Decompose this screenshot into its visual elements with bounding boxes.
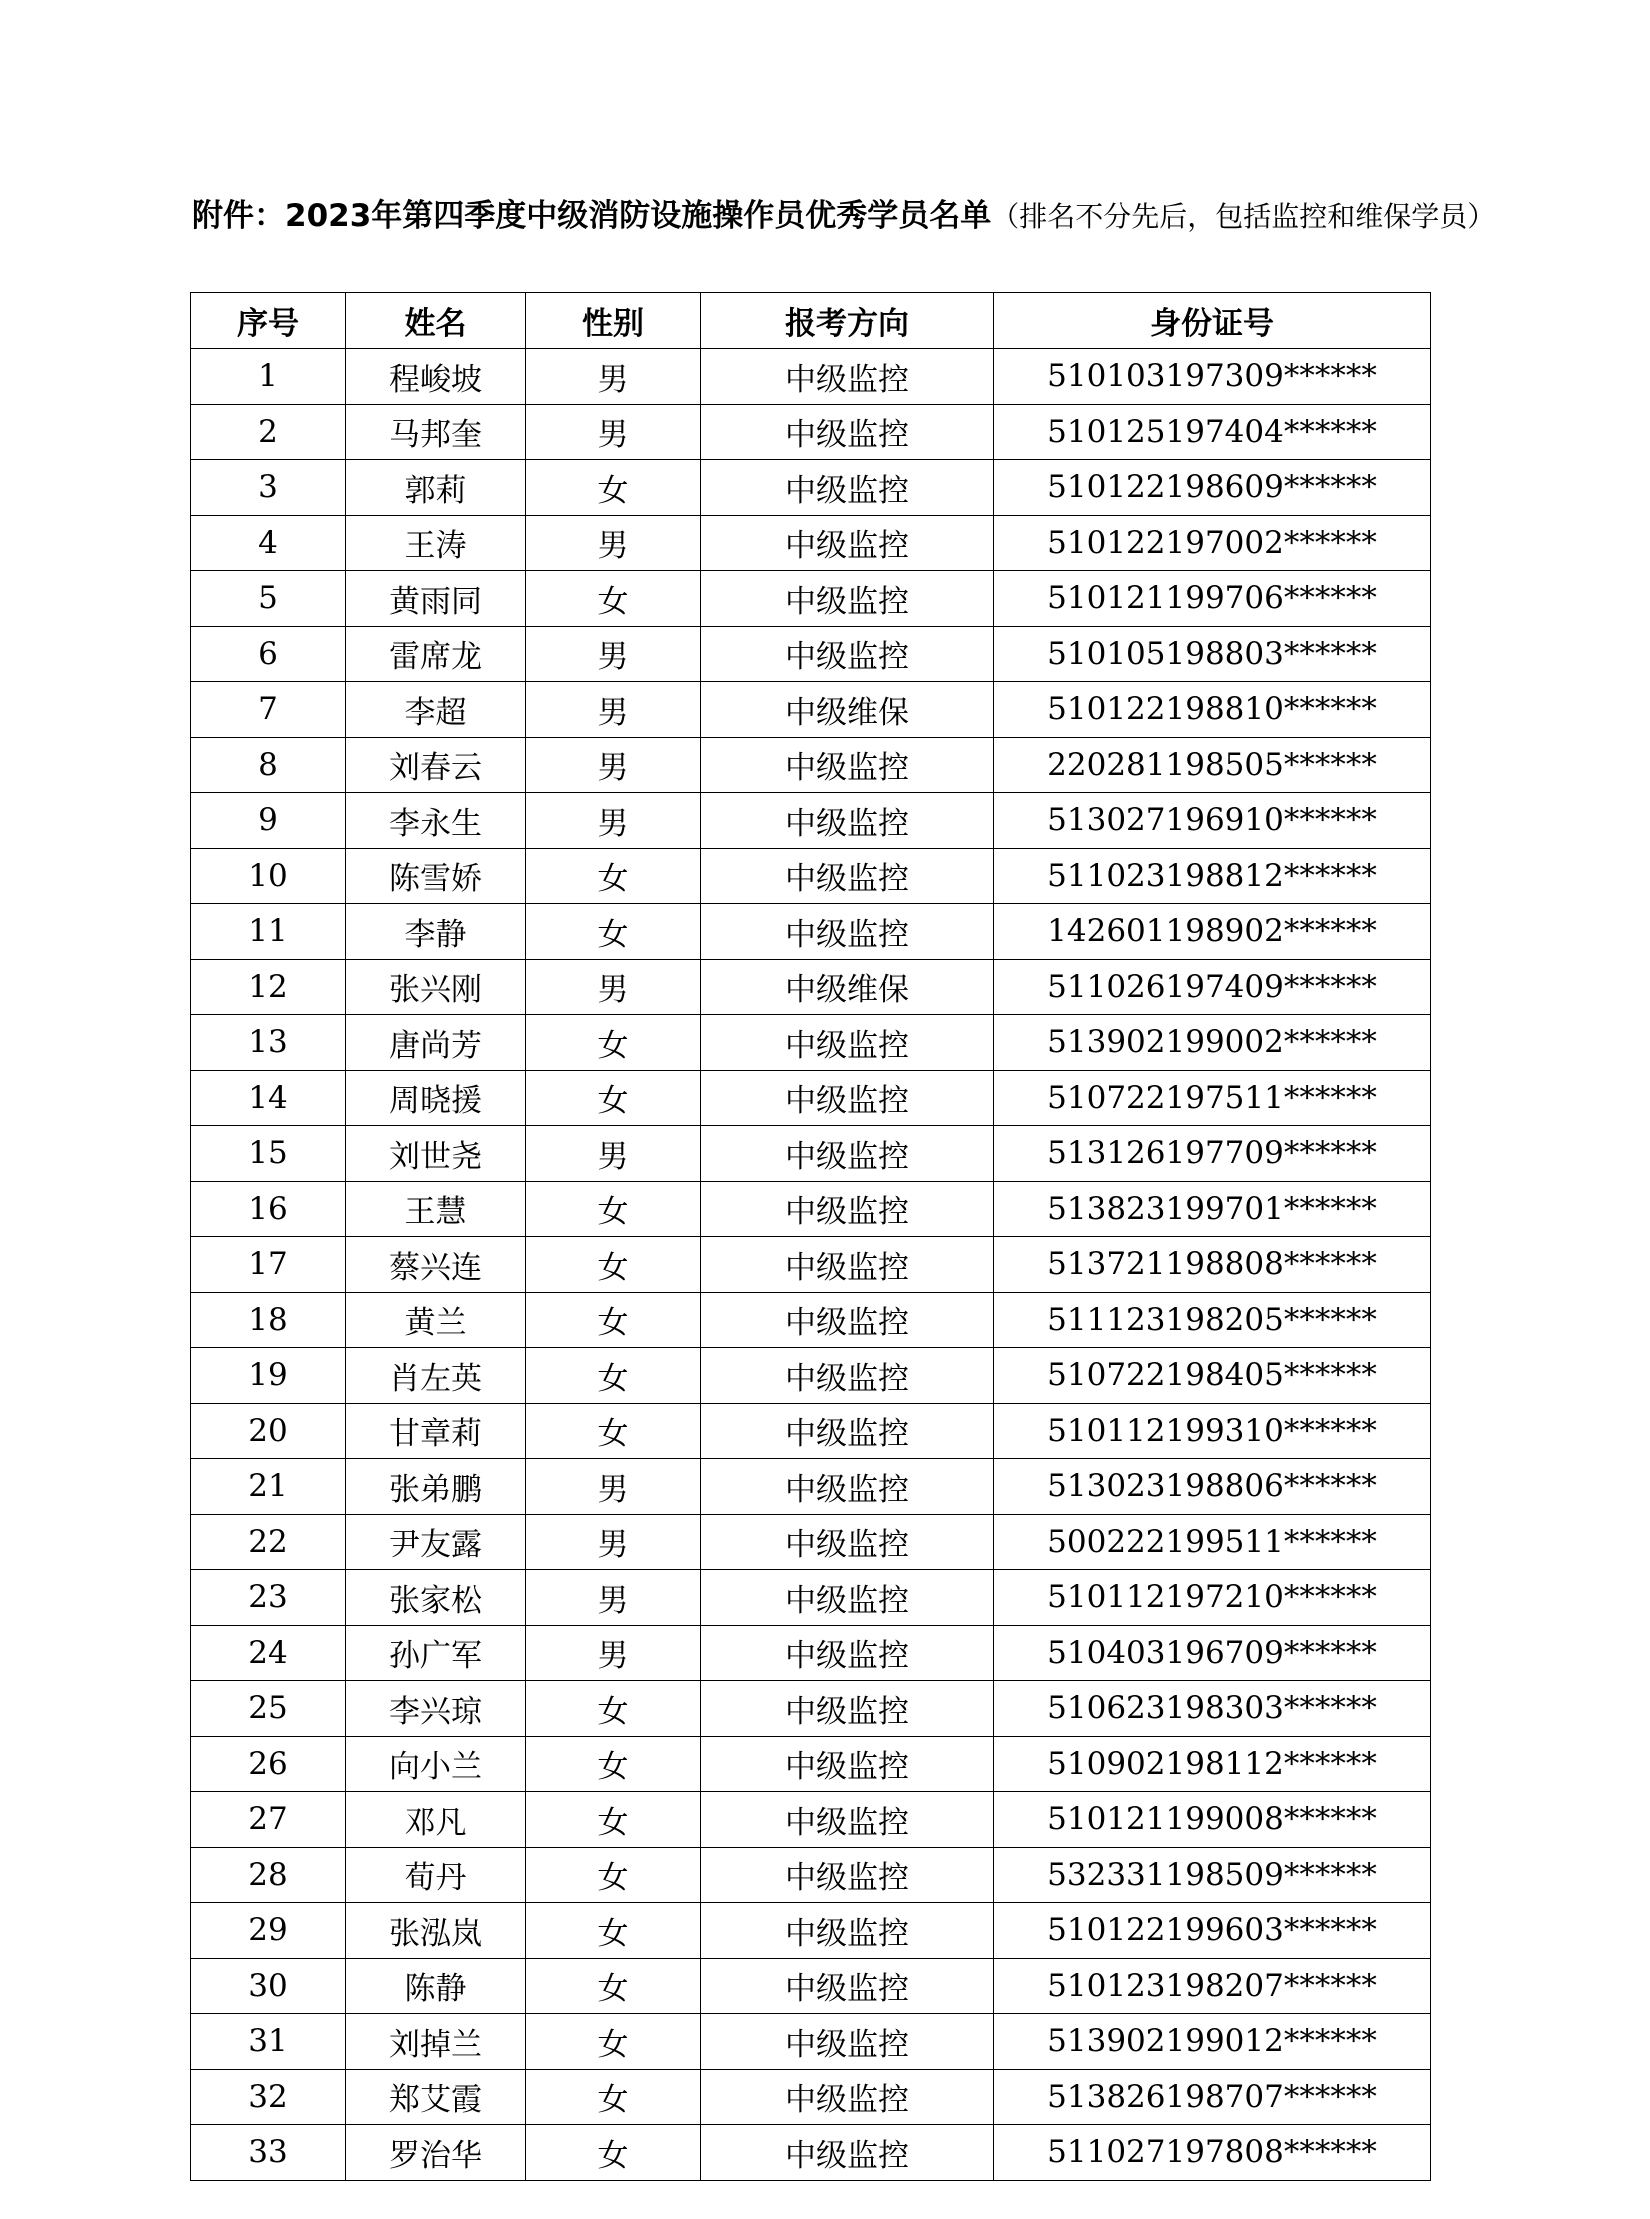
table-row	[191, 1070, 1431, 1126]
cell-name: 黄雨同	[346, 571, 526, 627]
cell-index: 23	[191, 1570, 346, 1626]
table-row	[191, 460, 1431, 516]
table-row	[191, 1736, 1431, 1792]
table-row	[191, 2125, 1431, 2181]
cell-name: 刘春云	[346, 737, 526, 793]
cell-index: 17	[191, 1237, 346, 1293]
cell-direction: 中级监控	[701, 1348, 994, 1404]
cell-index: 21	[191, 1459, 346, 1515]
cell-gender: 女	[526, 1681, 701, 1737]
cell-name: 张弟鹏	[346, 1459, 526, 1515]
table-row	[191, 1570, 1431, 1626]
cell-index: 30	[191, 1958, 346, 2014]
cell-id-number: 510902198112******	[994, 1736, 1431, 1792]
table-row	[191, 1459, 1431, 1515]
cell-direction: 中级监控	[701, 349, 994, 405]
cell-direction: 中级监控	[701, 1403, 994, 1459]
cell-direction: 中级监控	[701, 1736, 994, 1792]
cell-id-number: 510722198405******	[994, 1348, 1431, 1404]
table-row	[191, 1126, 1431, 1182]
cell-id-number: 510112197210******	[994, 1570, 1431, 1626]
cell-direction: 中级监控	[701, 1181, 994, 1237]
cell-direction: 中级监控	[701, 737, 994, 793]
cell-direction: 中级监控	[701, 571, 994, 627]
cell-index: 24	[191, 1625, 346, 1681]
cell-index: 16	[191, 1181, 346, 1237]
table-row	[191, 1903, 1431, 1959]
cell-gender: 女	[526, 1181, 701, 1237]
cell-name: 程峻坡	[346, 349, 526, 405]
table-row	[191, 904, 1431, 960]
cell-name: 马邦奎	[346, 404, 526, 460]
table-row	[191, 848, 1431, 904]
student-roster-table	[190, 292, 1431, 2181]
cell-id-number: 510122197002******	[994, 515, 1431, 571]
cell-name: 张泓岚	[346, 1903, 526, 1959]
cell-name: 王涛	[346, 515, 526, 571]
cell-gender: 女	[526, 571, 701, 627]
cell-id-number: 510123198207******	[994, 1958, 1431, 2014]
cell-index: 32	[191, 2069, 346, 2125]
cell-index: 13	[191, 1015, 346, 1071]
cell-direction: 中级监控	[701, 904, 994, 960]
cell-id-number: 513023198806******	[994, 1459, 1431, 1515]
cell-name: 向小兰	[346, 1736, 526, 1792]
cell-direction: 中级监控	[701, 1625, 994, 1681]
table-row	[191, 1514, 1431, 1570]
cell-name: 张家松	[346, 1570, 526, 1626]
cell-direction: 中级监控	[701, 626, 994, 682]
table-row	[191, 1681, 1431, 1737]
cell-id-number: 511023198812******	[994, 848, 1431, 904]
title-main: 附件：2023年第四季度中级消防设施操作员优秀学员名单	[192, 198, 992, 234]
table-row	[191, 571, 1431, 627]
cell-gender: 男	[526, 349, 701, 405]
cell-gender: 男	[526, 1514, 701, 1570]
cell-gender: 男	[526, 793, 701, 849]
cell-name: 雷席龙	[346, 626, 526, 682]
cell-gender: 女	[526, 2014, 701, 2070]
table-row	[191, 1292, 1431, 1348]
header-index: 序号	[191, 293, 346, 349]
cell-index: 18	[191, 1292, 346, 1348]
cell-id-number: 510722197511******	[994, 1070, 1431, 1126]
cell-name: 蔡兴连	[346, 1237, 526, 1293]
cell-gender: 女	[526, 848, 701, 904]
cell-name: 李静	[346, 904, 526, 960]
cell-index: 10	[191, 848, 346, 904]
cell-direction: 中级监控	[701, 1903, 994, 1959]
cell-index: 12	[191, 959, 346, 1015]
cell-direction: 中级监控	[701, 793, 994, 849]
cell-index: 26	[191, 1736, 346, 1792]
table-row	[191, 349, 1431, 405]
table-row	[191, 404, 1431, 460]
header-name: 姓名	[346, 293, 526, 349]
cell-name: 邓凡	[346, 1792, 526, 1848]
cell-direction: 中级监控	[701, 1958, 994, 2014]
table-row	[191, 1348, 1431, 1404]
cell-id-number: 513126197709******	[994, 1126, 1431, 1182]
cell-id-number: 513027196910******	[994, 793, 1431, 849]
cell-index: 31	[191, 2014, 346, 2070]
table-row	[191, 1792, 1431, 1848]
table-row	[191, 959, 1431, 1015]
cell-name: 甘章莉	[346, 1403, 526, 1459]
cell-direction: 中级监控	[701, 404, 994, 460]
cell-id-number: 510122198609******	[994, 460, 1431, 516]
cell-index: 28	[191, 1847, 346, 1903]
cell-direction: 中级监控	[701, 1681, 994, 1737]
cell-id-number: 511026197409******	[994, 959, 1431, 1015]
cell-direction: 中级监控	[701, 1570, 994, 1626]
cell-gender: 女	[526, 904, 701, 960]
cell-name: 陈雪娇	[346, 848, 526, 904]
cell-gender: 女	[526, 1903, 701, 1959]
cell-id-number: 513823199701******	[994, 1181, 1431, 1237]
table-row	[191, 1625, 1431, 1681]
cell-direction: 中级维保	[701, 959, 994, 1015]
cell-id-number: 510121199706******	[994, 571, 1431, 627]
cell-id-number: 510122199603******	[994, 1903, 1431, 1959]
cell-direction: 中级监控	[701, 460, 994, 516]
cell-name: 郭莉	[346, 460, 526, 516]
cell-id-number: 510105198803******	[994, 626, 1431, 682]
cell-id-number: 220281198505******	[994, 737, 1431, 793]
cell-index: 6	[191, 626, 346, 682]
cell-index: 14	[191, 1070, 346, 1126]
cell-gender: 男	[526, 737, 701, 793]
cell-gender: 男	[526, 1459, 701, 1515]
cell-id-number: 510623198303******	[994, 1681, 1431, 1737]
cell-name: 肖左英	[346, 1348, 526, 1404]
cell-name: 刘掉兰	[346, 2014, 526, 2070]
cell-id-number: 511027197808******	[994, 2125, 1431, 2181]
table-row	[191, 1237, 1431, 1293]
header-id-number: 身份证号	[994, 293, 1431, 349]
cell-id-number: 142601198902******	[994, 904, 1431, 960]
table-row	[191, 2014, 1431, 2070]
table-row	[191, 1015, 1431, 1071]
table-row	[191, 737, 1431, 793]
cell-gender: 女	[526, 1348, 701, 1404]
table-row	[191, 1847, 1431, 1903]
cell-id-number: 513902199012******	[994, 2014, 1431, 2070]
cell-direction: 中级监控	[701, 848, 994, 904]
cell-direction: 中级监控	[701, 1459, 994, 1515]
cell-gender: 男	[526, 1570, 701, 1626]
cell-index: 7	[191, 682, 346, 738]
cell-gender: 女	[526, 2069, 701, 2125]
cell-name: 郑艾霞	[346, 2069, 526, 2125]
cell-index: 11	[191, 904, 346, 960]
table-header-row	[191, 293, 1431, 349]
cell-gender: 男	[526, 515, 701, 571]
cell-index: 8	[191, 737, 346, 793]
cell-id-number: 510121199008******	[994, 1792, 1431, 1848]
cell-gender: 女	[526, 1292, 701, 1348]
cell-name: 唐尚芳	[346, 1015, 526, 1071]
cell-gender: 女	[526, 1403, 701, 1459]
cell-index: 3	[191, 460, 346, 516]
cell-index: 20	[191, 1403, 346, 1459]
table-row	[191, 1958, 1431, 2014]
cell-id-number: 510403196709******	[994, 1625, 1431, 1681]
table-row	[191, 793, 1431, 849]
cell-id-number: 513902199002******	[994, 1015, 1431, 1071]
cell-gender: 女	[526, 1070, 701, 1126]
cell-id-number: 513826198707******	[994, 2069, 1431, 2125]
cell-index: 5	[191, 571, 346, 627]
cell-gender: 女	[526, 1015, 701, 1071]
table-row	[191, 2069, 1431, 2125]
cell-direction: 中级维保	[701, 682, 994, 738]
cell-direction: 中级监控	[701, 2069, 994, 2125]
cell-id-number: 513721198808******	[994, 1237, 1431, 1293]
cell-name: 周晓援	[346, 1070, 526, 1126]
cell-gender: 女	[526, 1958, 701, 2014]
cell-gender: 男	[526, 959, 701, 1015]
table-body	[191, 349, 1431, 2181]
cell-name: 张兴刚	[346, 959, 526, 1015]
cell-direction: 中级监控	[701, 1070, 994, 1126]
cell-direction: 中级监控	[701, 2125, 994, 2181]
cell-direction: 中级监控	[701, 1015, 994, 1071]
cell-name: 陈静	[346, 1958, 526, 2014]
title-note: （排名不分先后，包括监控和维保学员）	[991, 200, 1496, 233]
cell-id-number: 510112199310******	[994, 1403, 1431, 1459]
cell-gender: 男	[526, 1625, 701, 1681]
cell-gender: 女	[526, 2125, 701, 2181]
cell-id-number: 510125197404******	[994, 404, 1431, 460]
cell-index: 9	[191, 793, 346, 849]
cell-gender: 男	[526, 404, 701, 460]
cell-gender: 女	[526, 1792, 701, 1848]
table-row	[191, 626, 1431, 682]
cell-direction: 中级监控	[701, 1292, 994, 1348]
cell-name: 黄兰	[346, 1292, 526, 1348]
cell-index: 29	[191, 1903, 346, 1959]
header-direction: 报考方向	[701, 293, 994, 349]
cell-name: 李兴琼	[346, 1681, 526, 1737]
cell-index: 1	[191, 349, 346, 405]
cell-direction: 中级监控	[701, 1847, 994, 1903]
cell-name: 李超	[346, 682, 526, 738]
cell-index: 27	[191, 1792, 346, 1848]
cell-gender: 男	[526, 626, 701, 682]
cell-direction: 中级监控	[701, 515, 994, 571]
cell-name: 罗治华	[346, 2125, 526, 2181]
cell-direction: 中级监控	[701, 1514, 994, 1570]
cell-id-number: 532331198509******	[994, 1847, 1431, 1903]
cell-name: 孙广军	[346, 1625, 526, 1681]
cell-index: 2	[191, 404, 346, 460]
cell-index: 33	[191, 2125, 346, 2181]
cell-index: 19	[191, 1348, 346, 1404]
cell-index: 15	[191, 1126, 346, 1182]
cell-id-number: 500222199511******	[994, 1514, 1431, 1570]
cell-gender: 女	[526, 1736, 701, 1792]
cell-index: 25	[191, 1681, 346, 1737]
cell-name: 尹友露	[346, 1514, 526, 1570]
cell-gender: 女	[526, 1237, 701, 1293]
cell-id-number: 510103197309******	[994, 349, 1431, 405]
document-title	[192, 182, 1532, 251]
table-row	[191, 1403, 1431, 1459]
cell-index: 4	[191, 515, 346, 571]
cell-index: 22	[191, 1514, 346, 1570]
table-row	[191, 682, 1431, 738]
cell-direction: 中级监控	[701, 1237, 994, 1293]
cell-name: 李永生	[346, 793, 526, 849]
cell-gender: 女	[526, 1847, 701, 1903]
cell-gender: 男	[526, 1126, 701, 1182]
table-row	[191, 515, 1431, 571]
cell-name: 王慧	[346, 1181, 526, 1237]
cell-gender: 女	[526, 460, 701, 516]
cell-id-number: 510122198810******	[994, 682, 1431, 738]
cell-direction: 中级监控	[701, 2014, 994, 2070]
cell-name: 刘世尧	[346, 1126, 526, 1182]
cell-id-number: 511123198205******	[994, 1292, 1431, 1348]
cell-name: 荀丹	[346, 1847, 526, 1903]
table-row	[191, 1181, 1431, 1237]
cell-direction: 中级监控	[701, 1792, 994, 1848]
cell-gender: 男	[526, 682, 701, 738]
cell-direction: 中级监控	[701, 1126, 994, 1182]
header-gender: 性别	[526, 293, 701, 349]
